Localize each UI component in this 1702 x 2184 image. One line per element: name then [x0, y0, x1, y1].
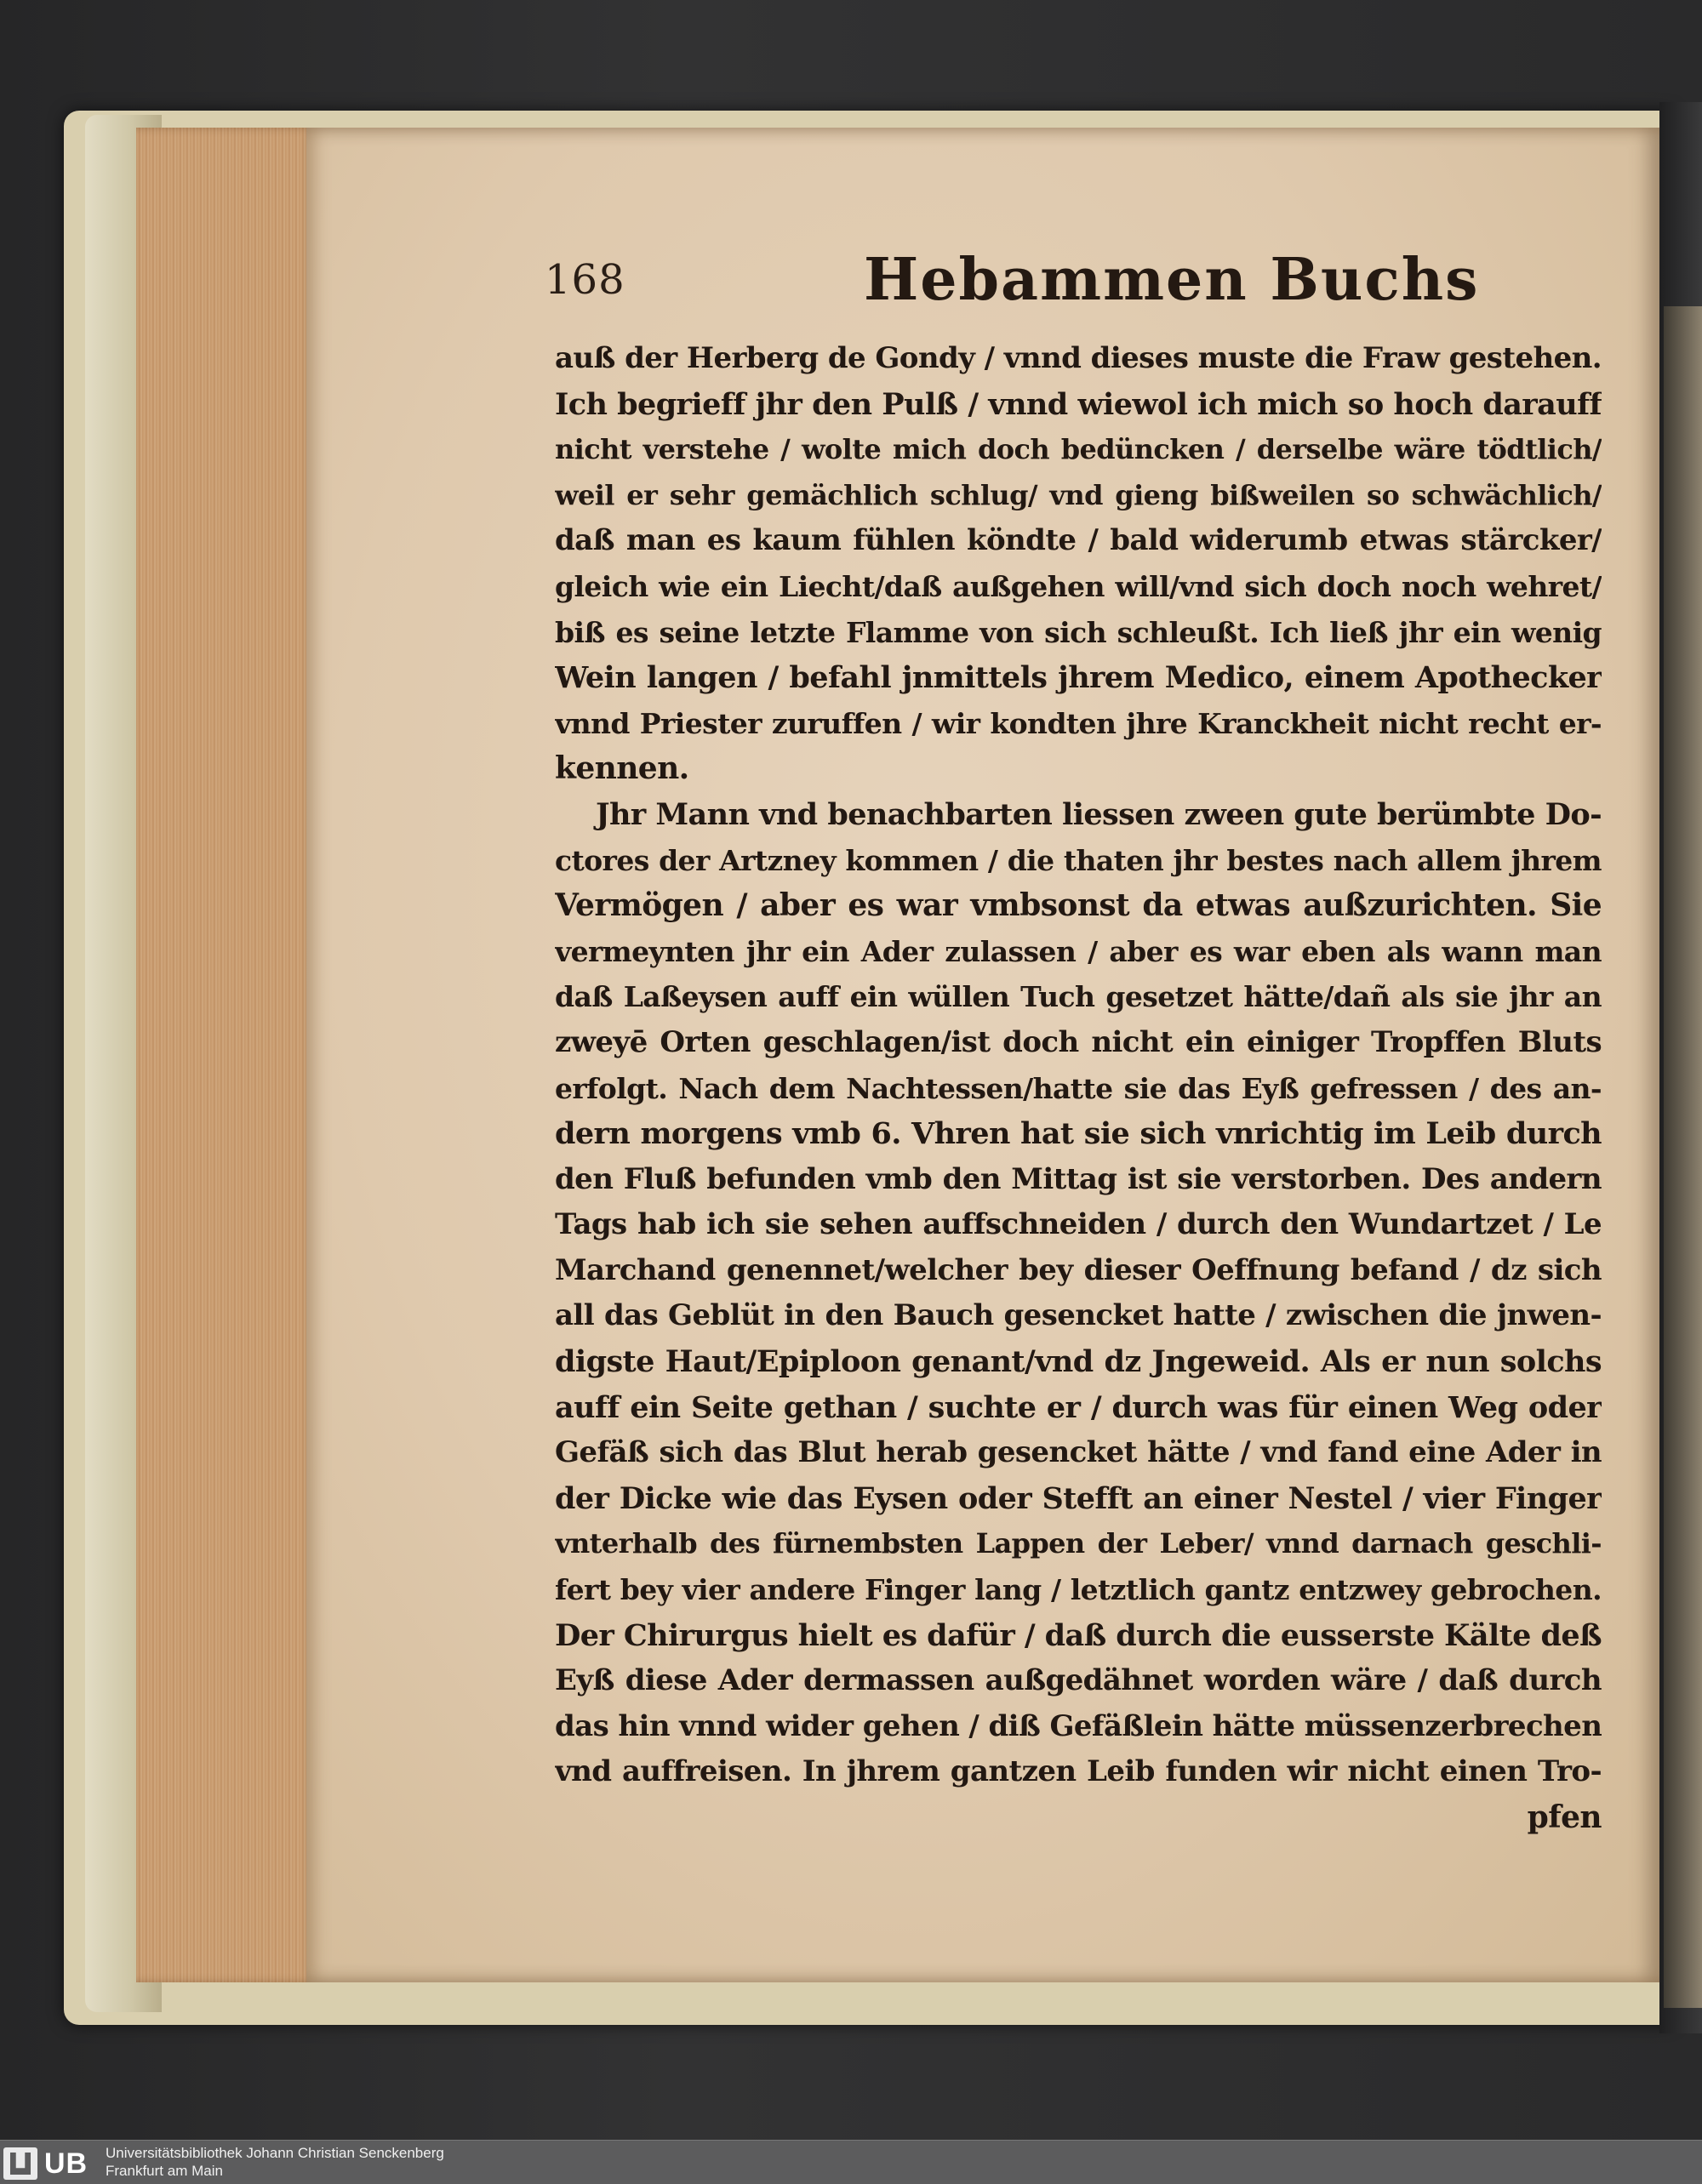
footer-bar: [0, 2140, 1702, 2184]
text-line: gleich wie ein Liecht/daß außgehen will/vnd sich doch noch wehret/: [555, 569, 1602, 603]
text-line: all das Geblüt in den Bauch gesencket hatte / zwischen die jnwen-: [555, 1298, 1602, 1333]
text-line: dern morgens vmb 6. Vhren hat sie sich vnrichtig im Leib durch: [555, 1116, 1602, 1152]
paragraph-first-line: Jhr Mann vnd benachbarten liessen zween gute berümbte Do-: [596, 796, 1602, 832]
text-line: Tags hab ich sie sehen auffschneiden / durch den Wundartzet / Le: [555, 1207, 1602, 1242]
text-line: vnterhalb des fürnembsten Lappen der Leber/ vnnd darnach geschli-: [555, 1527, 1602, 1560]
text-line: Ich begrieff jhr den Pulß / vnnd wiewol ich mich so hoch darauff: [555, 386, 1602, 422]
text-line: Vermögen / aber es war vmbsonst da etwas außzurichten. Sie: [555, 887, 1602, 924]
page-number: 168: [545, 256, 625, 304]
text-line: vnnd Priester zuruffen / wir kondten jhre Kranckheit nicht recht er-: [555, 706, 1602, 740]
text-line: weil er sehr gemächlich schlug/ vnd gieng bißweilen so schwächlich/: [555, 478, 1602, 511]
text-line: erfolgt. Nach dem Nachtessen/hatte sie das Eyß gefressen / des an-: [555, 1071, 1602, 1105]
text-line: nicht verstehe / wolte mich doch bedüncken / derselbe wäre tödtlich/: [555, 433, 1602, 466]
text-line: auff ein Seite gethan / suchte er / durch was für einen Weg oder: [555, 1389, 1602, 1425]
running-title: Hebammen Buchs: [864, 246, 1480, 314]
page-stack-edges: [136, 128, 315, 1982]
library-logo[interactable]: [3, 2144, 97, 2181]
page-header: [545, 246, 1600, 328]
text-line: vermeynten jhr ein Ader zulassen / aber es war eben als wann man: [555, 934, 1602, 968]
institution-city: Frankfurt am Main: [106, 2163, 223, 2179]
text-line: Marchand genennet/welcher bey dieser Oeffnung befand / dz sich: [555, 1252, 1602, 1287]
text-line: den Fluß befunden vmb den Mittag ist sie verstorben. Des andern: [555, 1161, 1602, 1196]
text-line: digste Haut/Epiploon genant/vnd dz Jngeweid. Als er nun solchs: [555, 1344, 1602, 1380]
body-text: [555, 336, 1602, 1841]
text-line: daß Laßeysen auff ein wüllen Tuch gesetzet hätte/dañ als sie jhr an: [555, 980, 1602, 1014]
text-line: Eyß diese Ader dermassen außgedähnet worden wäre / daß durch: [555, 1663, 1602, 1698]
text-line: fert bey vier andere Finger lang / letztlich gantz entzwey gebrochen.: [555, 1573, 1602, 1607]
ub-logo-text: UB: [44, 2147, 89, 2180]
text-line: Gefäß sich das Blut herab gesencket hätte / vnd fand eine Ader in: [555, 1435, 1602, 1470]
text-line: kennen.: [555, 750, 689, 787]
text-line: zweyē Orten geschlagen/ist doch nicht ein einiger Tropffen Bluts: [555, 1024, 1602, 1059]
text-line: daß man es kaum fühlen köndte / bald widerumb etwas stärcker/: [555, 523, 1602, 558]
facing-page-sliver: [1664, 306, 1702, 2008]
text-line: ctores der Artzney kommen / die thaten jhr bestes nach allem jhrem: [555, 843, 1602, 877]
text-line: Der Chirurgus hielt es dafür / daß durch die eusserste Kälte deß: [555, 1617, 1602, 1653]
text-line: Wein langen / befahl jnmittels jhrem Medico, einem Apothecker: [555, 660, 1602, 696]
institution-name: Universitätsbibliothek Johann Christian Senckenberg: [106, 2145, 444, 2161]
text-line: biß es seine letzte Flamme von sich schleußt. Ich ließ jhr ein wenig: [555, 615, 1602, 649]
ub-logo-icon: [3, 2147, 37, 2180]
catchword: pfen: [1527, 1799, 1602, 1835]
text-line: auß der Herberg de Gondy / vnnd dieses muste die Fraw gestehen.: [555, 341, 1602, 375]
footer-credit: [106, 2144, 444, 2180]
text-line: der Dicke wie das Eysen oder Stefft an einer Nestel / vier Finger: [555, 1480, 1602, 1516]
text-line: vnd auffreisen. In jhrem gantzen Leib funden wir nicht einen Tro-: [555, 1754, 1602, 1789]
text-line: das hin vnnd wider gehen / diß Gefäßlein hätte müssenzerbrechen: [555, 1708, 1602, 1743]
